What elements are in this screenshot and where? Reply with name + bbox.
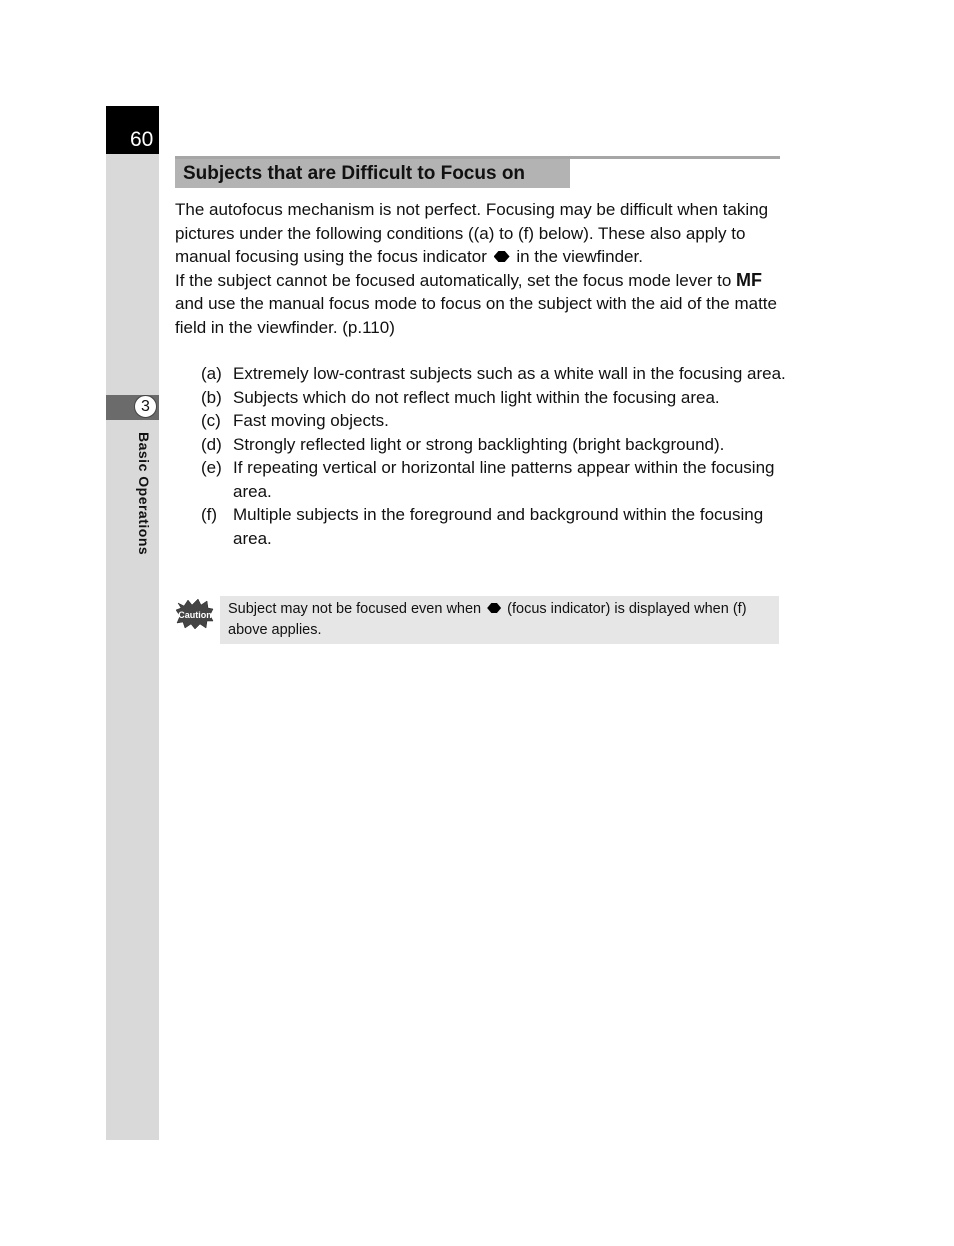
mf-label: MF <box>736 269 763 290</box>
list-item <box>201 362 786 386</box>
list-item <box>201 503 786 550</box>
list-item <box>201 433 786 457</box>
conditions-list <box>201 362 786 550</box>
list-item <box>201 386 786 410</box>
caution-icon-label: Caution <box>178 610 212 620</box>
list-item <box>201 456 786 503</box>
intro-para-1 <box>175 198 785 269</box>
list-item-text: Strongly reflected light or strong backlighting (bright background). <box>233 434 725 454</box>
intro-text-2-end: and use the manual focus mode to focus on the subject with the aid of the matte field in the viewfinder. (p.110) <box>175 294 777 337</box>
list-item-text: Subjects which do not reflect much light within the focusing area. <box>233 387 720 407</box>
list-item-letter: (c) <box>201 411 221 430</box>
list-item-letter: (f) <box>201 505 218 524</box>
list-item-text: If repeating vertical or horizontal line patterns appear within the focusing area. <box>233 458 775 501</box>
list-item-text: Fast moving objects. <box>233 411 389 430</box>
list-item-letter: (d) <box>201 434 222 454</box>
focus-indicator-icon <box>494 251 510 262</box>
intro-text-1: The autofocus mechanism is not perfect. Focusing may be difficult when taking pictures under the following conditions ((a) to (f) below). These also apply to manual focusing using the focus indicator <box>175 200 769 266</box>
section-heading-text: Subjects that are Difficult to Focus on <box>183 163 526 184</box>
caution-note <box>220 596 779 644</box>
page-number-text: 60 <box>130 128 154 151</box>
focus-indicator-icon <box>487 603 501 613</box>
caution-icon <box>176 599 214 629</box>
list-item-text: Multiple subjects in the foreground and background within the focusing area. <box>233 505 764 548</box>
list-item-letter: (b) <box>201 387 222 407</box>
intro-para-2 <box>175 269 785 340</box>
list-item <box>201 409 786 433</box>
chapter-title: Basic Operations <box>136 432 152 556</box>
caution-text-start: Subject may not be focused even when <box>228 601 482 617</box>
caution-text-end: (focus indicator) is displayed when (f) above applies. <box>228 601 747 638</box>
list-item-letter: (e) <box>201 458 222 477</box>
list-item-letter: (a) <box>201 364 222 383</box>
intro-text-2: If the subject cannot be focused automatically, set the focus mode lever to <box>175 270 732 290</box>
chapter-number-badge: 3 <box>134 395 157 418</box>
page-number <box>106 106 159 154</box>
intro-paragraph <box>175 198 785 339</box>
list-item-text: Extremely low-contrast subjects such as a white wall in the focusing area. <box>233 364 786 383</box>
side-strip <box>106 106 159 1140</box>
intro-text-1-end: in the viewfinder. <box>516 247 643 266</box>
section-heading <box>175 159 570 188</box>
